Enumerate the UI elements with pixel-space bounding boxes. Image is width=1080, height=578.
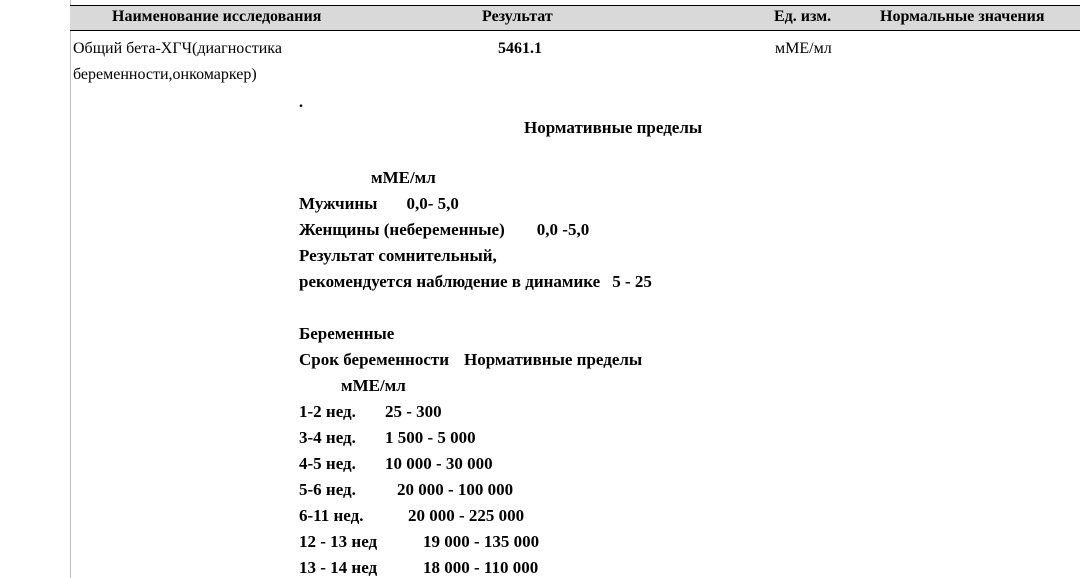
- doubtful-line2: рекомендуется наблюдение в динамике: [299, 272, 601, 291]
- header-norm: Нормальные значения: [880, 8, 1045, 25]
- week-row: [299, 428, 476, 448]
- test-name-line2: беременности,онкомаркер): [73, 66, 257, 83]
- week-range: 20 000 - 100 000: [397, 480, 514, 499]
- norms-title: Нормативные пределы: [524, 118, 703, 137]
- week-term: 5-6 нед.: [299, 480, 356, 499]
- week-row: [299, 506, 525, 526]
- test-name-line1: Общий бета-ХГЧ(диагностика: [73, 40, 282, 57]
- week-range: 19 000 - 135 000: [423, 532, 540, 551]
- week-range: 10 000 - 30 000: [385, 454, 493, 473]
- pregnant-title: Беременные: [299, 324, 395, 343]
- week-range: 25 - 300: [385, 402, 442, 421]
- doubtful-row: [299, 272, 652, 292]
- col-term: Срок беременности: [299, 350, 450, 369]
- table-header: [70, 5, 1080, 31]
- men-label: Мужчины: [299, 194, 378, 213]
- week-term: 3-4 нед.: [299, 428, 356, 447]
- test-result: 5461.1: [498, 40, 542, 57]
- women-label: Женщины (небеременные): [299, 220, 505, 239]
- week-range: 1 500 - 5 000: [385, 428, 476, 447]
- week-row: [299, 454, 493, 474]
- week-row: [299, 402, 442, 422]
- women-value: 0,0 -5,0: [536, 220, 590, 239]
- men-row: [299, 194, 459, 214]
- header-result: Результат: [482, 8, 553, 25]
- header-name: Наименование исследования: [112, 8, 322, 25]
- week-range: 18 000 - 110 000: [423, 558, 539, 577]
- col-limits: Нормативные пределы: [464, 350, 643, 369]
- separator-dot: .: [299, 94, 303, 111]
- test-unit: мМЕ/мл: [775, 40, 832, 57]
- norms-unit: мМЕ/мл: [371, 168, 436, 187]
- doubtful-value: 5 - 25: [612, 272, 652, 291]
- week-term: 12 - 13 нед: [299, 532, 378, 551]
- week-row: [299, 480, 514, 500]
- pregnant-columns: [299, 350, 642, 370]
- week-term: 13 - 14 нед: [299, 558, 378, 577]
- test-name: [73, 36, 282, 88]
- week-term: 1-2 нед.: [299, 402, 356, 421]
- doubtful-line1: Результат сомнительный,: [299, 246, 497, 265]
- week-term: 6-11 нед.: [299, 506, 364, 525]
- header-unit: Ед. изм.: [774, 8, 832, 25]
- week-row: [299, 532, 540, 552]
- week-range: 20 000 - 225 000: [408, 506, 525, 525]
- men-value: 0,0- 5,0: [406, 194, 459, 213]
- week-term: 4-5 нед.: [299, 454, 356, 473]
- col-unit: мМЕ/мл: [341, 376, 406, 395]
- week-row: [299, 558, 539, 578]
- women-row: [299, 220, 589, 240]
